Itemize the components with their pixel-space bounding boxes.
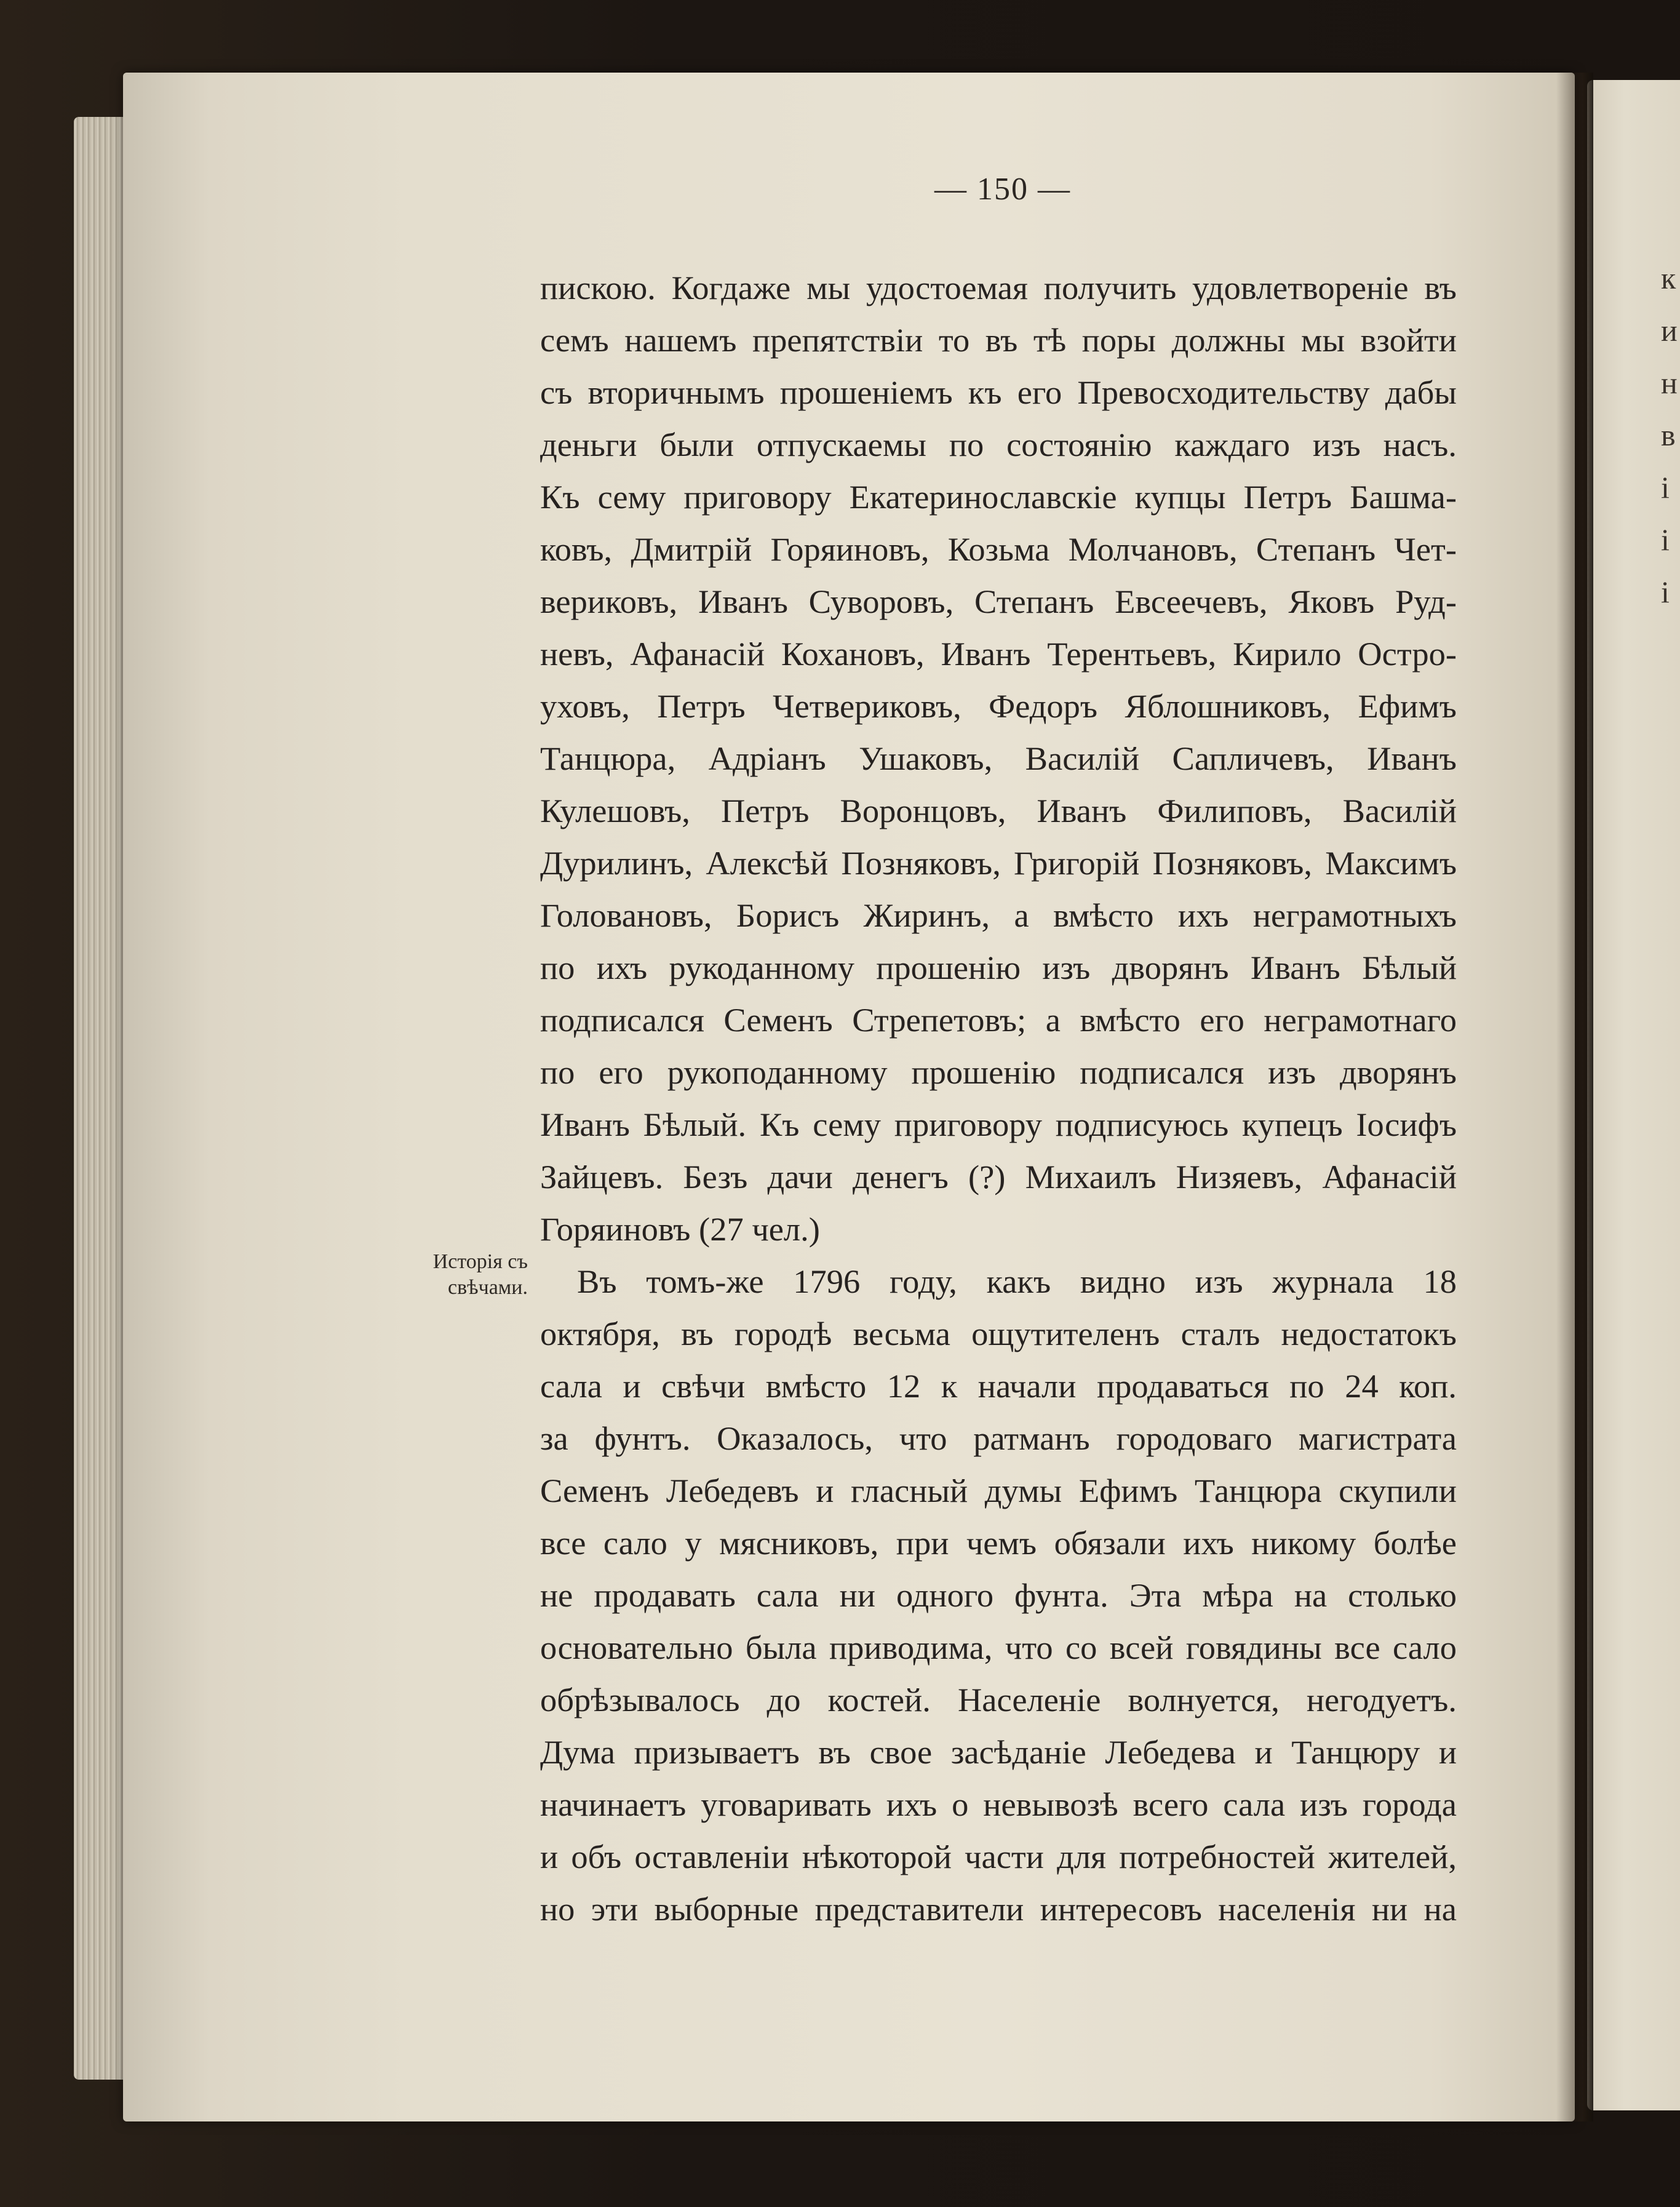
paragraph-start-line: Въ томъ-же 1796 году, какъ видно изъ журнала 18: [577, 1263, 1457, 1300]
facing-page-fragment: і: [1661, 575, 1670, 609]
text-line: невъ, Афанасій Кохановъ, Иванъ Терентьевъ, Кирило Остро-: [540, 635, 1457, 672]
text-line: Иванъ Бѣлый. Къ сему приговору подписуюсь купецъ Іосифъ: [540, 1106, 1457, 1143]
text-line: Дурилинъ, Алексѣй Позняковъ, Григорій Позняковъ, Максимъ: [540, 844, 1457, 882]
text-line: но эти выборные представители интересовъ населенія ни на: [540, 1890, 1457, 1928]
text-line: уховъ, Петръ Четвериковъ, Федоръ Яблошниковъ, Ефимъ: [540, 687, 1457, 725]
text-line: семъ нашемъ препятствіи то въ тѣ поры должны мы взойти: [540, 321, 1457, 359]
text-line: Семенъ Лебедевъ и гласный думы Ефимъ Танцюра скупили: [540, 1472, 1457, 1509]
text-line: начинаетъ уговаривать ихъ о невывозѣ всего сала изъ города: [540, 1786, 1457, 1823]
text-line: Кулешовъ, Петръ Воронцовъ, Иванъ Филиповъ, Василій: [540, 792, 1457, 829]
text-line: ковъ, Дмитрій Горяиновъ, Козьма Молчановъ, Степанъ Чет-: [540, 530, 1457, 568]
facing-page-fragment: і: [1661, 522, 1670, 557]
page-number: — 150 —: [934, 172, 1071, 207]
text-line: Танцюра, Адріанъ Ушаковъ, Василій Сапличевъ, Иванъ: [540, 740, 1457, 777]
facing-page-fragment: н: [1661, 365, 1678, 400]
text-line: за фунтъ. Оказалось, что ратманъ городоваго магистрата: [540, 1419, 1457, 1457]
text-line: Головановъ, Борисъ Жиринъ, а вмѣсто ихъ неграмотныхъ: [540, 896, 1457, 934]
text-line: Къ сему приговору Екатеринославскіе купцы Петръ Башма-: [540, 478, 1457, 516]
text-line: обрѣзывалось до костей. Населеніе волнуется, негодуетъ.: [540, 1681, 1457, 1718]
text-line: сала и свѣчи вмѣсто 12 к начали продаваться по 24 коп.: [540, 1367, 1457, 1405]
facing-page-text: [1661, 252, 1680, 618]
text-line: деньги были отпускаемы по состоянію каждаго изъ насъ.: [540, 426, 1457, 463]
text-line: не продавать сала ни одного фунта. Эта мѣра на столько: [540, 1576, 1457, 1614]
text-line: по его рукоподанному прошенію подписался изъ дворянъ: [540, 1053, 1457, 1091]
text-line: октября, въ городѣ весьма ощутителенъ сталъ недостатокъ: [540, 1315, 1457, 1352]
text-line: пискою. Когдаже мы удостоемая получить удовлетвореніе въ: [540, 269, 1457, 306]
text-line: Горяиновъ (27 чел.): [540, 1210, 820, 1248]
margin-note-line-2: свѣчами.: [447, 1276, 528, 1299]
facing-page-fragment: в: [1661, 418, 1676, 452]
text-line: и объ оставленіи нѣкоторой части для потребностей жителей,: [540, 1838, 1457, 1875]
facing-page-fragment: і: [1661, 470, 1670, 505]
text-line: вериковъ, Иванъ Суворовъ, Степанъ Евсеечевъ, Яковъ Руд-: [540, 583, 1457, 620]
text-line: подписался Семенъ Стрепетовъ; а вмѣсто его неграмотнаго: [540, 1001, 1457, 1039]
text-line: Зайцевъ. Безъ дачи денегъ (?) Михаилъ Низяевъ, Афанасій: [540, 1158, 1457, 1195]
text-line: основательно была приводима, что со всей говядины все сало: [540, 1629, 1457, 1666]
margin-note: [374, 1249, 528, 1301]
text-line: Дума призываетъ въ свое засѣданіе Лебедева и Танцюру и: [540, 1733, 1457, 1771]
spine-shadow: [1556, 73, 1593, 2121]
margin-note-line-1: Исторія съ: [432, 1250, 528, 1273]
body-text: [540, 261, 1457, 1935]
text-line: съ вторичнымъ прошеніемъ къ его Превосходительству дабы: [540, 373, 1457, 411]
facing-page-fragment: к: [1661, 261, 1676, 295]
facing-page-fragment: и: [1661, 313, 1678, 348]
text-line: по ихъ рукоданному прошенію изъ дворянъ Иванъ Бѣлый: [540, 949, 1457, 986]
text-line: все сало у мясниковъ, при чемъ обязали ихъ никому болѣе: [540, 1524, 1457, 1562]
